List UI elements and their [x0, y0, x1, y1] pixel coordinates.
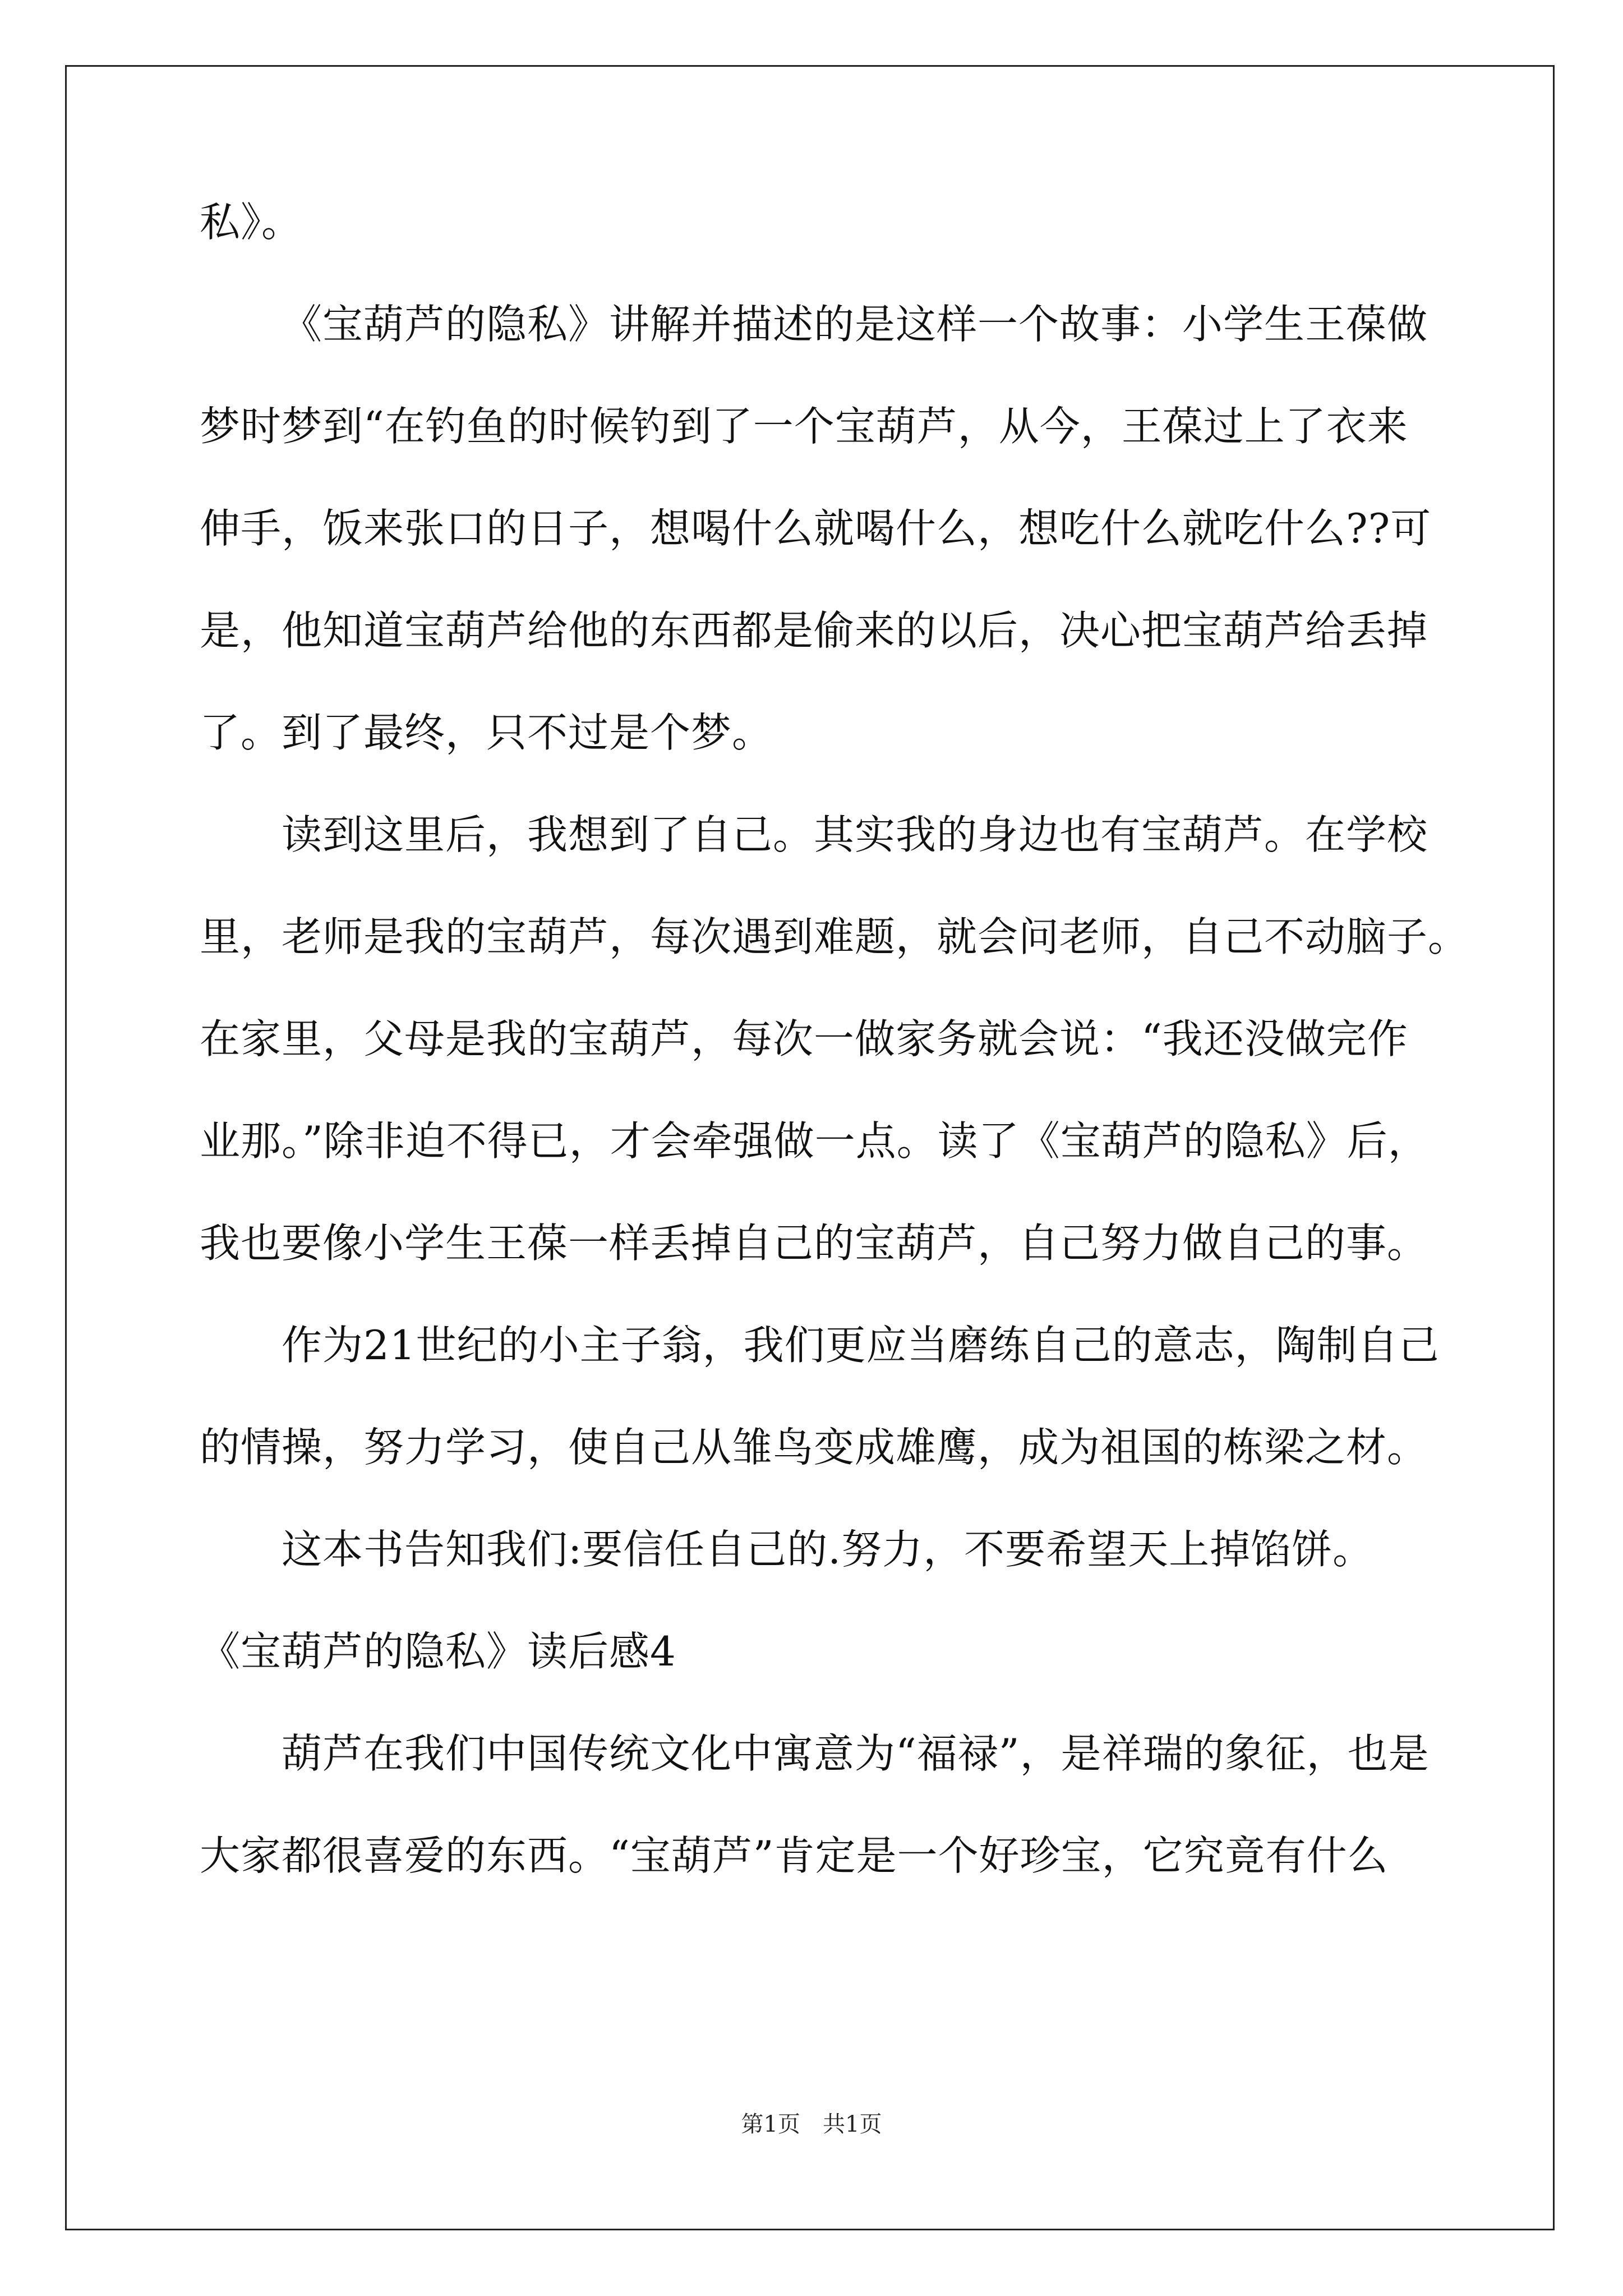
text-line: 伸手，饭来张口的日子，想喝什么就喝什么，想吃什么就吃什么??可 — [200, 505, 1432, 552]
section-heading: 《宝葫芦的隐私》读后感4 — [200, 1628, 676, 1675]
text-line: 我也要像小学生王葆一样丢掉自己的宝葫芦，自己努力做自己的事。 — [200, 1220, 1428, 1267]
document-body — [200, 199, 1469, 1879]
text-line: 是，他知道宝葫芦给他的东西都是偷来的以后，决心把宝葫芦给丢掉 — [200, 607, 1428, 654]
paragraph-first-line: 葫芦在我们中国传统文化中寓意为“福禄”，是祥瑞的象征，也是 — [282, 1730, 1430, 1777]
text-line: 了。到了最终，只不过是个梦。 — [200, 709, 773, 756]
text-line: 的情操，努力学习，使自己从雏鸟变成雄鹰，成为祖国的栋梁之材。 — [200, 1424, 1428, 1471]
paragraph-first-line: 《宝葫芦的隐私》讲解并描述的是这样一个故事：小学生王葆做 — [282, 301, 1428, 348]
text-line: 大家都很喜爱的东西。“宝葫芦”肯定是一个好珍宝，它究竟有什么 — [200, 1832, 1389, 1879]
text-line: 业那。”除非迫不得已，才会牵强做一点。读了《宝葫芦的隐私》后， — [200, 1117, 1429, 1165]
paragraph-first-line: 这本书告知我们:要信任自己的.努力，不要希望天上掉馅饼。 — [282, 1526, 1374, 1573]
paragraph-first-line: 作为21世纪的小主子翁，我们更应当磨练自己的意志，陶制自己 — [282, 1322, 1440, 1369]
text-line: 里，老师是我的宝葫芦，每次遇到难题，就会问老师，自己不动脑子。 — [200, 913, 1469, 960]
text-line: 梦时梦到“在钓鱼的时候钓到了一个宝葫芦，从今，王葆过上了衣来 — [200, 403, 1408, 450]
page-footer: 第1页 共1页 — [741, 2111, 882, 2137]
text-line: 私》。 — [200, 199, 303, 246]
text-line: 在家里，父母是我的宝葫芦，每次一做家务就会说：“我还没做完作 — [200, 1015, 1408, 1062]
paragraph-first-line: 读到这里后，我想到了自己。其实我的身边也有宝葫芦。在学校 — [282, 811, 1428, 858]
